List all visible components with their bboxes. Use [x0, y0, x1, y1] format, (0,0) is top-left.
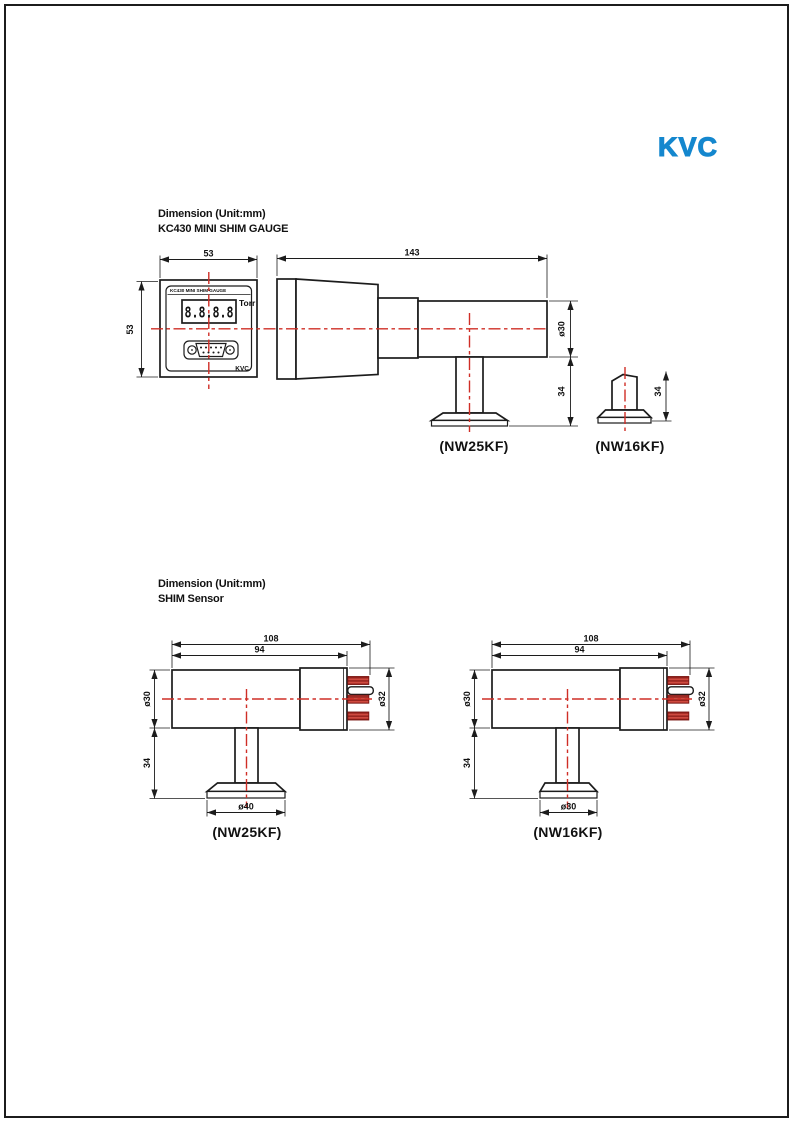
- sensor-nw16-drawing: [470, 641, 715, 817]
- nw25-flange-diameter-dim: ø40: [238, 801, 254, 812]
- nw25-body-dim: 94: [254, 644, 265, 655]
- nw16-flange-base: [540, 792, 597, 799]
- nw16-flange-diameter-dim: ø30: [560, 801, 577, 812]
- sensor-section-title-line2: SHIM Sensor: [158, 593, 224, 605]
- nw16-overall-dim: 108: [583, 633, 599, 644]
- db9-screw-right-center: [229, 349, 231, 351]
- connector-guide-pin: [348, 687, 374, 695]
- panel-brand-label: KVC: [235, 365, 249, 373]
- connector-pin: [668, 677, 689, 685]
- front-height-dim: 53: [125, 324, 135, 335]
- gauge-neck: [378, 298, 418, 358]
- nw25-cap-diameter-dim: ø32: [377, 691, 387, 707]
- display-unit-label: Torr: [239, 298, 256, 308]
- kvc-logo: KVC: [657, 132, 719, 162]
- nw16-flange-label: (NW16KF): [595, 438, 665, 454]
- side-flange-height-dim: 34: [556, 386, 567, 397]
- db9-connector: [184, 341, 238, 359]
- db9-shell: [196, 344, 226, 357]
- connector-guide-pin: [668, 687, 694, 695]
- connector-pin: [348, 677, 369, 685]
- nw16-body-dim: 94: [574, 644, 585, 655]
- nw16-cap-diameter-dim: ø32: [697, 691, 707, 707]
- connector-pin: [348, 712, 369, 720]
- display-value: 8.8.8.8: [184, 303, 234, 322]
- nw25-sensor-label: (NW25KF): [212, 824, 282, 840]
- panel-header-text: KC430 MINI SHIM GAUGE: [170, 288, 227, 293]
- nw25-flange-label: (NW25KF): [439, 438, 509, 454]
- nw16-tube-height-dim: 34: [462, 757, 472, 769]
- front-width-dim: 53: [203, 248, 214, 259]
- gauge-side-view: [277, 255, 578, 427]
- sensor-nw25-drawing: [150, 641, 395, 817]
- nw25-body-diameter-dim: ø30: [142, 691, 152, 707]
- gauge-section-title-line2: KC430 MINI SHIM GAUGE: [158, 223, 289, 235]
- gauge-section-title-line1: Dimension (Unit:mm): [158, 208, 266, 220]
- sensor-section-title-line1: Dimension (Unit:mm): [158, 578, 266, 590]
- db9-screw-left-center: [191, 349, 193, 351]
- stub-height-dim: 34: [653, 386, 663, 397]
- side-diameter-dim: ø30: [556, 321, 567, 337]
- side-length-dim: 143: [404, 247, 420, 258]
- nw16-flange-cone: [540, 783, 597, 792]
- nw25-overall-dim: 108: [263, 633, 279, 644]
- nw16-sensor-label: (NW16KF): [533, 824, 603, 840]
- page-border: [5, 5, 788, 1117]
- connector-pin: [668, 712, 689, 720]
- nw16-body-diameter-dim: ø30: [462, 691, 472, 707]
- nw25-tube-height-dim: 34: [142, 757, 152, 769]
